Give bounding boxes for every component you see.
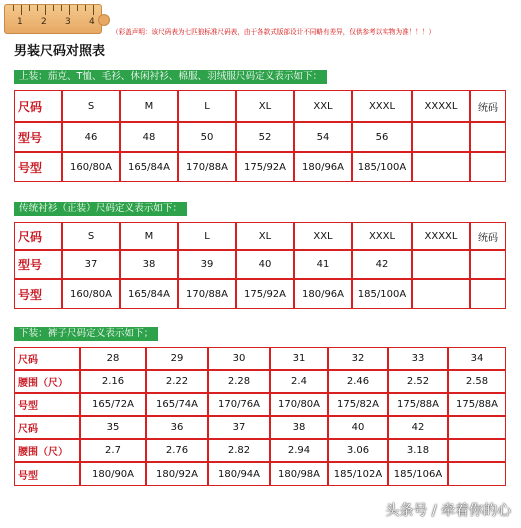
- row-label: 号型: [14, 393, 80, 416]
- table-cell: 3.06: [328, 439, 388, 462]
- table-cell: M: [120, 90, 178, 122]
- table-cell: 170/88A: [178, 152, 236, 182]
- table-row: [14, 122, 506, 152]
- table-cell: 185/100A: [352, 152, 412, 182]
- table-cell: 165/84A: [120, 152, 178, 182]
- empty-cell: [470, 250, 506, 279]
- table-cell: XXL: [294, 90, 352, 122]
- table-row: [14, 152, 506, 182]
- ruler-number: 3: [65, 17, 71, 27]
- table-cell: XXXXL: [412, 222, 470, 250]
- table-cell: 2.76: [146, 439, 208, 462]
- table-cell: 2.22: [146, 370, 208, 393]
- empty-cell: [470, 279, 506, 309]
- table-cell: 2.94: [270, 439, 328, 462]
- row-label: 尺码: [14, 347, 80, 370]
- table-cell: 40: [236, 250, 294, 279]
- table-row: [14, 370, 506, 393]
- row-label: 型号: [14, 250, 62, 279]
- table-cell: 52: [236, 122, 294, 152]
- table-cell: 2.16: [80, 370, 146, 393]
- row-label: 号型: [14, 279, 62, 309]
- row-label: 尺码: [14, 222, 62, 250]
- table-cell: XL: [236, 222, 294, 250]
- table-cell: 185/100A: [352, 279, 412, 309]
- table-cell: 180/94A: [208, 462, 270, 486]
- table-cell: 165/72A: [80, 393, 146, 416]
- row-label: 尺码: [14, 90, 62, 122]
- table-cell: 180/96A: [294, 279, 352, 309]
- disclaimer-text: （彩盖声明：该尺码表为七匹狼标准尺码表，由于各款式版部设计不同略有差异，仅供参考以实物为准！！！）: [112, 28, 436, 36]
- table-cell: 170/88A: [178, 279, 236, 309]
- row-label: 号型: [14, 462, 80, 486]
- shirts-size-table: [14, 222, 506, 309]
- watermark: 头条号 / 牵着你的心: [385, 503, 511, 519]
- empty-cell: [412, 279, 470, 309]
- table-cell: 2.52: [388, 370, 448, 393]
- table-row: [14, 347, 506, 370]
- page-title: 男装尺码对照表: [14, 44, 106, 59]
- table-row: [14, 250, 506, 279]
- table-cell: 160/80A: [62, 279, 120, 309]
- table-cell: 54: [294, 122, 352, 152]
- row-label: 型号: [14, 122, 62, 152]
- table-row: [14, 439, 506, 462]
- table-cell: 38: [120, 250, 178, 279]
- table-cell: 33: [388, 347, 448, 370]
- table-cell: 180/92A: [146, 462, 208, 486]
- table-cell: 56: [352, 122, 412, 152]
- table-cell: 175/88A: [448, 393, 506, 416]
- table-cell: 统码: [470, 222, 506, 250]
- tops-size-table: [14, 90, 506, 182]
- table-cell: L: [178, 90, 236, 122]
- empty-cell: [448, 416, 506, 439]
- table-cell: 37: [208, 416, 270, 439]
- table-cell: 37: [62, 250, 120, 279]
- table-cell: 2.28: [208, 370, 270, 393]
- table-cell: S: [62, 90, 120, 122]
- table-cell: 2.7: [80, 439, 146, 462]
- table-cell: 38: [270, 416, 328, 439]
- table-cell: 180/90A: [80, 462, 146, 486]
- empty-cell: [412, 152, 470, 182]
- table-cell: 2.46: [328, 370, 388, 393]
- table-cell: 175/88A: [388, 393, 448, 416]
- table-row: [14, 279, 506, 309]
- table-cell: 2.4: [270, 370, 328, 393]
- table-cell: 50: [178, 122, 236, 152]
- ruler-number: 4: [89, 17, 95, 27]
- table-cell: 42: [352, 250, 412, 279]
- ruler-end: [98, 14, 110, 26]
- table-cell: 48: [120, 122, 178, 152]
- table-cell: 175/82A: [328, 393, 388, 416]
- table-cell: 170/76A: [208, 393, 270, 416]
- table-cell: XXL: [294, 222, 352, 250]
- table-row: [14, 393, 506, 416]
- empty-cell: [470, 152, 506, 182]
- table-cell: XXXXL: [412, 90, 470, 122]
- empty-cell: [412, 250, 470, 279]
- empty-cell: [448, 439, 506, 462]
- table-cell: 41: [294, 250, 352, 279]
- table-cell: 175/92A: [236, 279, 294, 309]
- table-cell: XL: [236, 90, 294, 122]
- empty-cell: [470, 122, 506, 152]
- table-row: [14, 416, 506, 439]
- table-cell: 160/80A: [62, 152, 120, 182]
- table-cell: 30: [208, 347, 270, 370]
- pants-size-table: [14, 347, 506, 486]
- table-cell: 40: [328, 416, 388, 439]
- table-cell: XXXL: [352, 90, 412, 122]
- table-cell: XXXL: [352, 222, 412, 250]
- table-cell: 180/96A: [294, 152, 352, 182]
- row-label: 号型: [14, 152, 62, 182]
- ruler-number: 1: [17, 17, 23, 27]
- table-cell: 180/98A: [270, 462, 328, 486]
- empty-cell: [448, 462, 506, 486]
- table-cell: 统码: [470, 90, 506, 122]
- table-cell: 32: [328, 347, 388, 370]
- table-cell: 3.18: [388, 439, 448, 462]
- table-cell: 42: [388, 416, 448, 439]
- table-cell: 46: [62, 122, 120, 152]
- row-label: 尺码: [14, 416, 80, 439]
- table-row: [14, 90, 506, 122]
- table-cell: 35: [80, 416, 146, 439]
- table-cell: 165/84A: [120, 279, 178, 309]
- table-cell: 28: [80, 347, 146, 370]
- table-cell: 36: [146, 416, 208, 439]
- table-cell: 29: [146, 347, 208, 370]
- table-cell: 165/74A: [146, 393, 208, 416]
- table-cell: 170/80A: [270, 393, 328, 416]
- ruler-number: 2: [41, 17, 47, 27]
- section-header-pants: 下装：裤子尺码定义表示如下；: [14, 327, 158, 341]
- row-label: 腰围（尺）: [14, 439, 80, 462]
- table-cell: S: [62, 222, 120, 250]
- section-header-shirts: 传统衬衫（正装）尺码定义表示如下：: [14, 202, 187, 216]
- table-cell: 31: [270, 347, 328, 370]
- table-cell: 175/92A: [236, 152, 294, 182]
- table-cell: 2.82: [208, 439, 270, 462]
- table-cell: 185/102A: [328, 462, 388, 486]
- table-row: [14, 462, 506, 486]
- table-cell: 39: [178, 250, 236, 279]
- table-cell: 34: [448, 347, 506, 370]
- table-cell: M: [120, 222, 178, 250]
- empty-cell: [412, 122, 470, 152]
- row-label: 腰围（尺）: [14, 370, 80, 393]
- table-cell: 2.58: [448, 370, 506, 393]
- table-cell: 185/106A: [388, 462, 448, 486]
- ruler-logo: [4, 4, 102, 34]
- table-row: [14, 222, 506, 250]
- table-cell: L: [178, 222, 236, 250]
- section-header-tops: 上装：茄克、T恤、毛衫、休闲衬衫、棉服、羽绒服尺码定义表示如下：: [14, 70, 327, 84]
